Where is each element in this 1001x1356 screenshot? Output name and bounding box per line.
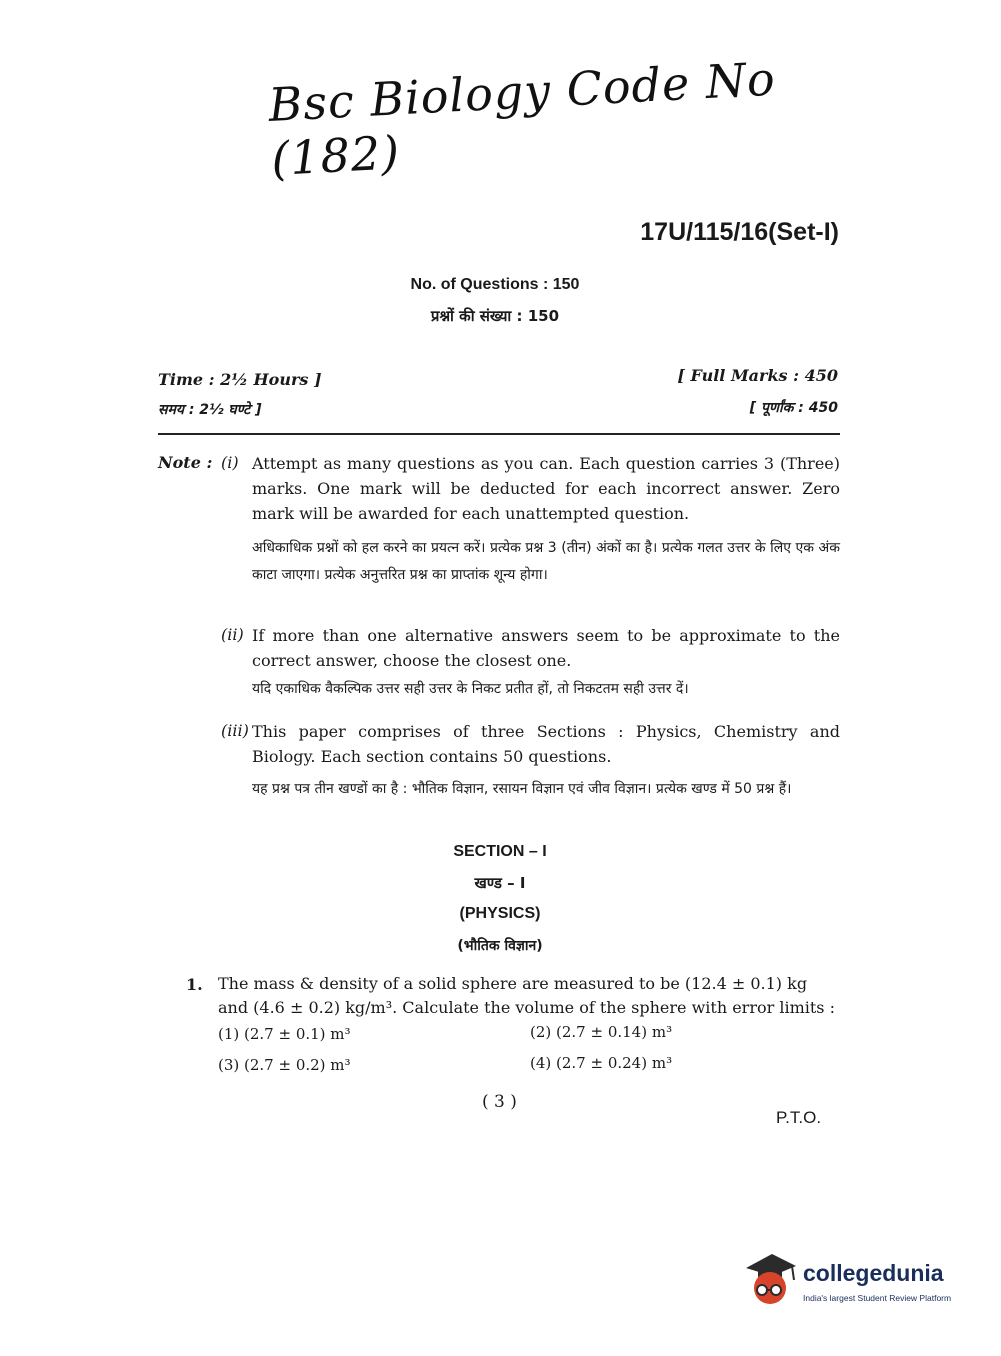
full-marks-hi: [ पूर्णांक : 450 [749, 400, 838, 416]
page-number: ( 3 ) [482, 1092, 517, 1112]
note-2-hi: यदि एकाधिक वैकल्पिक उत्तर सही उत्तर के निकट प्रतीत हों, तो निकटतम सही उत्तर दें। [252, 681, 689, 697]
handwritten-note: Bsc Biology Code No (182) [267, 51, 777, 186]
num-questions-en: No. of Questions : 150 [410, 276, 580, 293]
full-marks-en: [ Full Marks : 450 [677, 366, 838, 385]
note-1-en: Attempt as many questions as you can. Each question carries 3 (Three) marks. One mark will be deducted for each incorrect answer. Zero mark will be awarded for each unattempted question. [252, 454, 840, 523]
note-1-hi: अधिकाधिक प्रश्नों को हल करने का प्रयत्न करें। प्रत्येक प्रश्न 3 (तीन) अंकों का है। प्रत्येक गलत उत्तर के लिए एक अंक काटा जाएगा। प्रत्येक अनुत्तरित प्रश्न का प्राप्तांक शून्य होगा। [252, 540, 840, 583]
pto-label: P.T.O. [776, 1108, 822, 1127]
subject-heading-en: (PHYSICS) [459, 905, 541, 922]
collegedunia-logo-icon [742, 1250, 800, 1310]
question-1-option-2: (2) (2.7 ± 0.14) m³ [530, 1023, 673, 1041]
subject-heading-hi: (भौतिक विज्ञान) [457, 938, 543, 954]
note-1-number: (i) [221, 453, 239, 472]
time-hi: समय : 2½ घण्टे ] [158, 402, 262, 418]
num-questions-hi: प्रश्नों की संख्या : 150 [430, 307, 560, 325]
collegedunia-brand: collegedunia [803, 1260, 944, 1286]
note-2-number: (ii) [221, 625, 244, 644]
question-1-option-1: (1) (2.7 ± 0.1) m³ [218, 1025, 351, 1043]
note-3-en: This paper comprises of three Sections : Physics, Chemistry and Biology. Each section contains 50 questions. [252, 722, 840, 766]
note-3-hi: यह प्रश्न पत्र तीन खण्डों का है : भौतिक विज्ञान, रसायन विज्ञान एवं जीव विज्ञान। प्रत्येक खण्ड में 50 प्रश्न हैं। [252, 781, 792, 797]
time-en: Time : 2½ Hours ] [158, 370, 322, 389]
header-divider [158, 433, 840, 435]
section-heading-hi: खण्ड – I [474, 874, 526, 892]
note-3-number: (iii) [221, 721, 249, 740]
section-heading-en: SECTION – I [453, 843, 547, 860]
paper-code: 17U/115/16(Set-I) [640, 218, 839, 246]
question-1-option-3: (3) (2.7 ± 0.2) m³ [218, 1056, 351, 1074]
collegedunia-tagline: India's largest Student Review Platform [803, 1293, 952, 1303]
question-1-number: 1. [186, 975, 203, 994]
question-1-text: The mass & density of a solid sphere are measured to be (12.4 ± 0.1) kg and (4.6 ± 0.2) kg/m³. Calculate the volume of the sphere with error limits : [218, 974, 835, 1017]
question-1-option-4: (4) (2.7 ± 0.24) m³ [530, 1054, 673, 1072]
note-label: Note : [158, 453, 213, 472]
note-2-en: If more than one alternative answers seem to be approximate to the correct answer, choose the closest one. [252, 626, 840, 670]
